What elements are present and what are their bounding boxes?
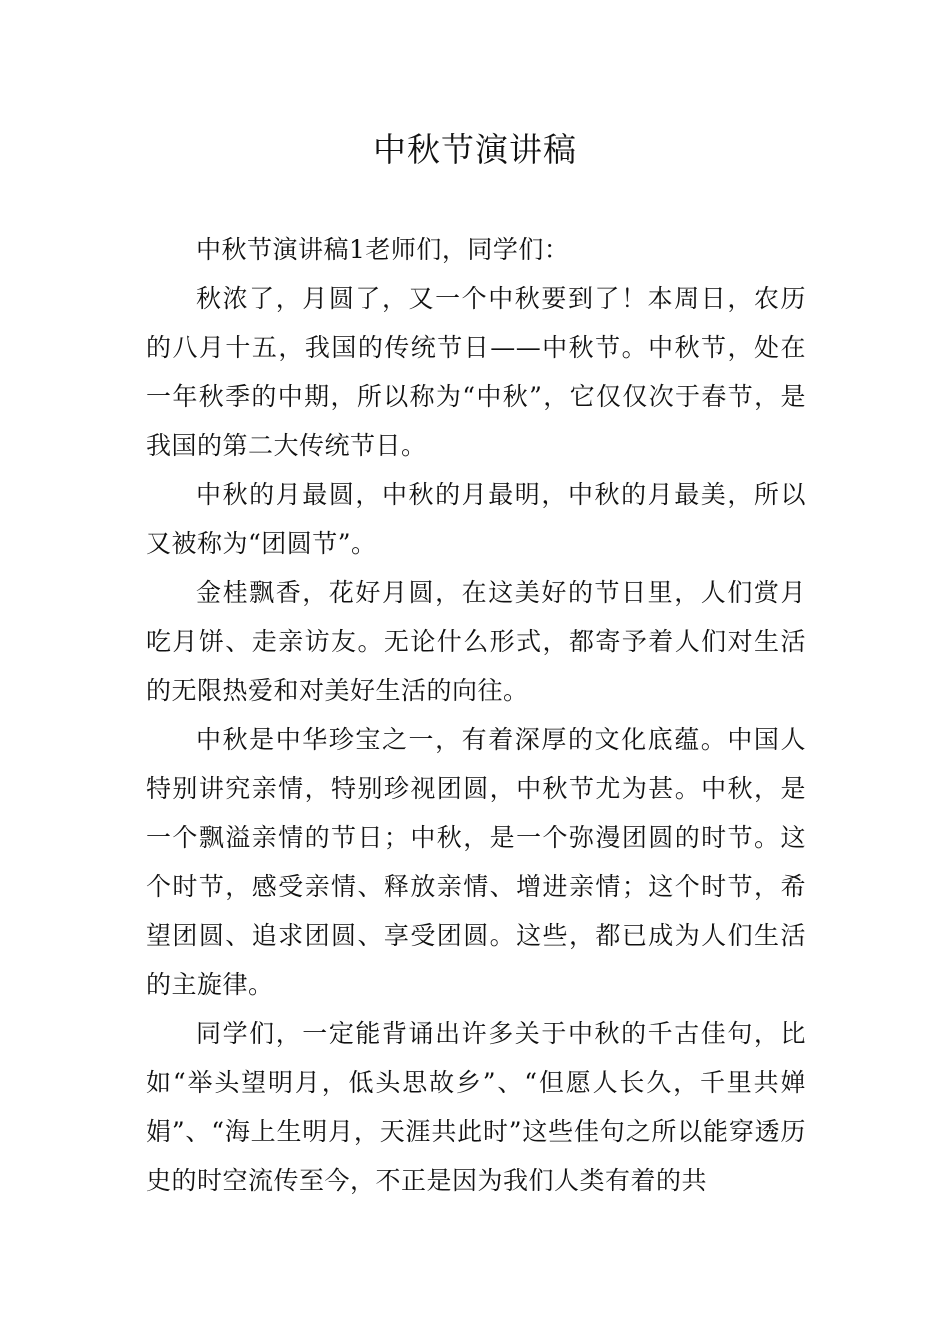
document-title: 中秋节演讲稿 bbox=[373, 130, 577, 169]
paragraph-salutation: 中秋节演讲稿1老师们，同学们： bbox=[196, 235, 570, 264]
paragraph-intro: 秋浓了，月圆了，又一个中秋要到了！本周日，农历的八月十五，我国的传统节日——中秋节。中秋节，处在一年秋季的中期，所以称为“中秋”，它仅仅次于春节，是我国的第二大传统节日。 bbox=[146, 284, 806, 460]
paragraph-poems: 同学们，一定能背诵出许多关于中秋的千古佳句，比如“举头望明月，低头思故乡”、“但愿人长久，千里共婵娟”、“海上生明月，天涯共此时”这些佳句之所以能穿透历史的时空流传至今，不正是因为我们人类有着的共 bbox=[146, 1019, 806, 1195]
paragraph-customs: 金桂飘香，花好月圆，在这美好的节日里，人们赏月吃月饼、走亲访友。无论什么形式，都寄予着人们对生活的无限热爱和对美好生活的向往。 bbox=[146, 578, 806, 705]
document-body bbox=[146, 225, 806, 1205]
paragraph-moon: 中秋的月最圆，中秋的月最明，中秋的月最美，所以又被称为“团圆节”。 bbox=[146, 480, 806, 558]
paragraph-culture: 中秋是中华珍宝之一，有着深厚的文化底蕴。中国人特别讲究亲情，特别珍视团圆，中秋节尤为甚。中秋，是一个飘溢亲情的节日；中秋，是一个弥漫团圆的时节。这个时节，感受亲情、释放亲情、增进亲情；这个时节，希望团圆、追求团圆、享受团圆。这些，都已成为人们生活的主旋律。 bbox=[146, 725, 806, 999]
